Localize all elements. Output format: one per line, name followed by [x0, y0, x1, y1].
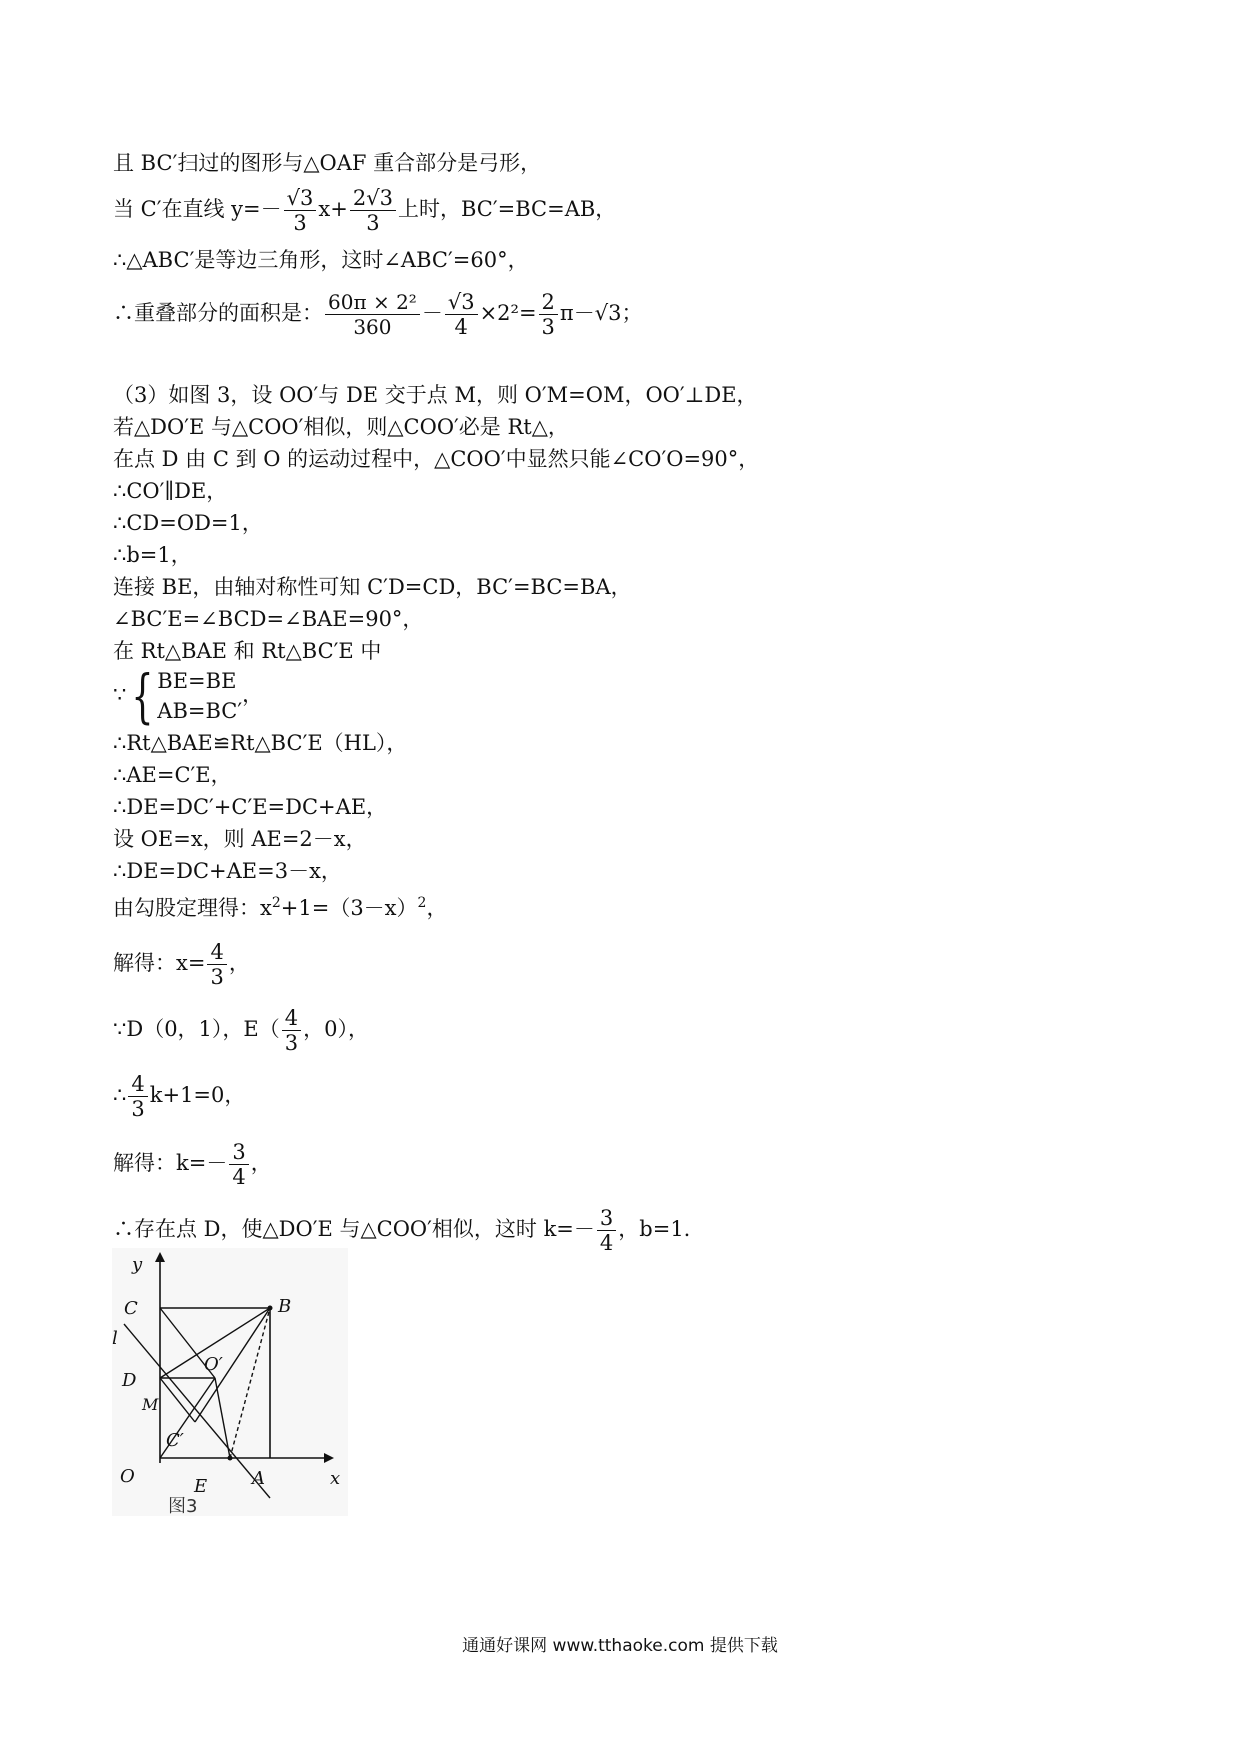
- label-O: O: [120, 1466, 135, 1487]
- point-B: [268, 1306, 273, 1311]
- equation-k-line: ∴ $\frac{4}{3}$ k+1=0，: [113, 1072, 246, 1121]
- fraction: $\frac{4}{3}$: [282, 1006, 301, 1055]
- solve-k-line: 解得：k=－ $\frac{3}{4}$ ，: [113, 1140, 272, 1189]
- points-line: ∵D（0，1），E（ $\frac{4}{3}$ ，0），: [113, 1006, 369, 1055]
- solve-x-line: 解得：x= $\frac{4}{3}$ ，: [113, 940, 250, 989]
- label-C1: C′: [166, 1430, 184, 1451]
- line-equation: 当 C′在直线 y=－ $\frac{√3}{3}$ x+ $\frac{2√3}{3}$ 上时，BC′=BC=AB，: [113, 186, 617, 235]
- fraction: $\frac{3}{4}$: [229, 1140, 248, 1189]
- fraction: $\frac{3}{4}$: [597, 1206, 616, 1255]
- label-O1: O′: [204, 1354, 223, 1375]
- label-l: l: [112, 1328, 118, 1349]
- text-line: ∴DE=DC′+C′E=DC+AE，: [113, 795, 388, 819]
- text-line: 设 OE=x，则 AE=2－x，: [113, 827, 367, 851]
- text-line: ∴AE=C′E，: [113, 763, 232, 787]
- fraction: $\frac{√3}{3}$: [284, 186, 317, 235]
- text-line: 在点 D 由 C 到 O 的运动过程中，△COO′中显然只能∠CO′O=90°，: [113, 447, 760, 471]
- fraction: $\frac{2}{3}$: [539, 290, 558, 339]
- text-line: ∴CO′∥DE，: [113, 479, 228, 503]
- text-line: （3）如图 3，设 OO′与 DE 交于点 M，则 O′M=OM，OO′⊥DE，: [113, 383, 758, 407]
- fraction: $\frac{4}{3}$: [207, 940, 226, 989]
- pythagoras-line: 由勾股定理得：$x^2+1=(3-x)^2$，: [113, 895, 448, 920]
- fraction: $\frac{√3}{4}$: [445, 290, 478, 339]
- text-line: 若△DO′E 与△COO′相似，则△COO′必是 Rt△，: [113, 415, 569, 439]
- label-A: A: [252, 1468, 265, 1489]
- label-E: E: [194, 1476, 208, 1497]
- label-B: B: [278, 1296, 292, 1317]
- label-x: x: [330, 1468, 341, 1489]
- fraction: $\frac{\text{60π × 2²}}{360}$: [325, 290, 420, 339]
- label-y: y: [132, 1254, 143, 1275]
- point-E: [228, 1456, 233, 1461]
- text-line: ∴CD=OD=1，: [113, 511, 263, 535]
- text-line: 连接 BE，由轴对称性可知 C′D=CD，BC′=BC=BA，: [113, 575, 632, 599]
- text-line: ∴b=1，: [113, 543, 192, 567]
- footer-credit: 通通好课网 www.tthaoke.com 提供下载: [462, 1636, 778, 1656]
- conclusion-line: ∴存在点 D，使△DO′E 与△COO′相似，这时 k=－ $\frac{3}{4}$ ，b=1.: [113, 1206, 691, 1255]
- equation-system: ∵{ BE=BE AB=BC′ ，: [113, 662, 264, 730]
- text-line: ∴△ABC′是等边三角形，这时∠ABC′=60°，: [113, 248, 529, 272]
- line-area: ∴重叠部分的面积是： $\frac{\text{60π × 2²}}{360}$ － $\frac{√3}{4}$ ×2²= $\frac{2}{3}$ π－√3；: [113, 290, 643, 339]
- figure-caption: 图3: [168, 1496, 198, 1516]
- fraction: $\frac{2√3}{3}$: [350, 186, 396, 235]
- text-line: 且 BC′扫过的图形与△OAF 重合部分是弓形，: [113, 151, 542, 175]
- figure-background: [112, 1248, 348, 1516]
- text-line: ∴Rt△BAE≌Rt△BC′E（HL），: [113, 731, 408, 755]
- text-line: ∠BC′E=∠BCD=∠BAE=90°，: [113, 607, 424, 631]
- fraction: $\frac{4}{3}$: [128, 1072, 147, 1121]
- label-M: M: [142, 1395, 159, 1414]
- label-C: C: [124, 1298, 138, 1319]
- brace: {: [131, 662, 154, 730]
- geometry-figure: [112, 1248, 348, 1516]
- text-line: 在 Rt△BAE 和 Rt△BC′E 中: [113, 639, 382, 663]
- label-D: D: [122, 1370, 137, 1391]
- text-line: ∴DE=DC+AE=3－x，: [113, 859, 342, 883]
